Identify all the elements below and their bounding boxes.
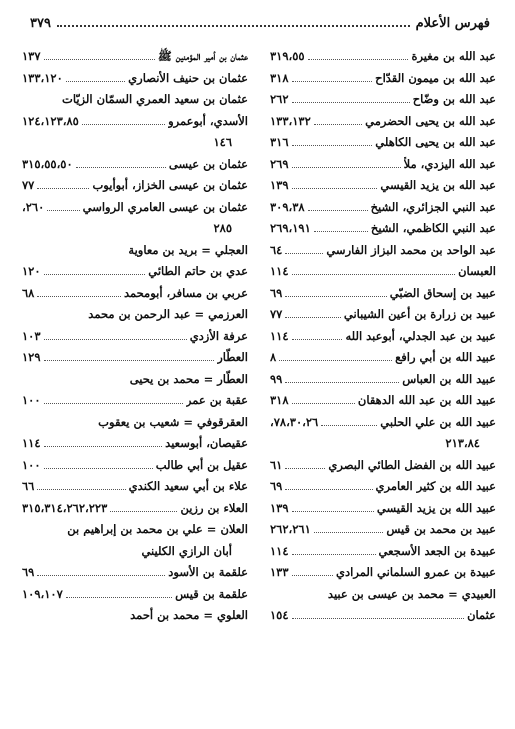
entry-name: عقبة بن عمر xyxy=(185,393,248,407)
index-entry xyxy=(22,498,248,520)
leader-dots xyxy=(44,267,146,275)
leader-dots xyxy=(292,504,374,512)
index-entry xyxy=(270,197,496,219)
entry-pages: ٩٩ xyxy=(270,371,283,386)
entry-name: عبيد الله بن العباس xyxy=(402,371,496,386)
index-entry xyxy=(270,175,496,197)
entry-name: عقيصان، أبوسعيد xyxy=(165,436,248,450)
entry-pages: ٢٦٠، xyxy=(22,199,45,214)
entry-name: عبد الله اليزدي، ملاً xyxy=(403,156,496,171)
leader-dots xyxy=(44,396,183,404)
entry-name: عبيد الله بن الفضل الطائي البصري xyxy=(328,457,496,472)
cross-reference-entry: العرزمي = عبد الرحمن بن محمد xyxy=(88,307,248,321)
index-entry xyxy=(22,111,248,133)
leader-dots xyxy=(285,310,341,318)
leader-dots xyxy=(314,224,368,232)
entry-name: العبسان xyxy=(458,264,496,278)
entry-pages: ١٣٣،١٣٢ xyxy=(270,113,311,128)
entry-pages: ١٣٣،١٢٠ xyxy=(22,70,63,85)
cross-reference-entry: العجلي = بريد بن معاوية xyxy=(128,242,248,257)
entry-pages: ١٣٣ xyxy=(270,565,289,579)
entry-name: عثمان بن عيسى xyxy=(168,156,248,171)
index-entry xyxy=(270,111,496,133)
entry-pages: ١١٤ xyxy=(270,264,289,278)
entry-pages: ٢٦٩،١٩١ xyxy=(270,221,311,235)
leader-dots xyxy=(292,332,343,340)
entry-name: عبيدة بن الجعد الأسجعي xyxy=(378,543,496,558)
entry-pages: ١٣٩ xyxy=(270,500,289,515)
entry-pages: ١١٤ xyxy=(22,436,41,450)
entry-name: عبيد بن عبد الجدلي، أبوعبد الله xyxy=(345,328,496,343)
entry-pages: ٢٦٩ xyxy=(270,156,289,171)
entry-pages: ٦٤ xyxy=(270,242,283,257)
entry-pages: ١٢٤،١٢٣،٨٥ xyxy=(22,113,79,128)
entry-name: عبد الله بن يحيى الحضرمي xyxy=(365,113,496,128)
entry-name: عبد الله بن وضّاح xyxy=(412,92,496,106)
index-entry xyxy=(270,541,496,563)
entry-pages: ٣١٥،٥٥،٥٠ xyxy=(22,156,73,171)
index-entry xyxy=(22,326,248,348)
cross-reference-entry: العطّار = محمد بن يحيى xyxy=(129,371,248,386)
entry-continuation: أبان الرازي الكليني xyxy=(141,543,232,558)
entry-pages: ١٥٤ xyxy=(270,608,289,622)
entry-name: عبد النبي الجزائري، الشيخ xyxy=(370,199,496,214)
entry-pages: ١٠٩،١٠٧ xyxy=(22,586,63,601)
entry-name: العلاء بن رزين xyxy=(180,500,248,515)
entry-name: عبيد الله بن يزيد القيسي xyxy=(376,500,496,515)
entry-pages: ١٣٩ xyxy=(270,178,289,192)
index-entry xyxy=(22,347,248,369)
index-entry xyxy=(270,347,496,369)
entry-pages: ٧٨،٣٠،٢٦، xyxy=(270,414,319,429)
index-entry xyxy=(270,476,496,498)
index-entry xyxy=(22,261,248,283)
index-entry xyxy=(270,519,496,541)
leader-dots xyxy=(292,181,378,189)
entry-continuation: ٢٨٥ xyxy=(213,221,232,235)
index-entry xyxy=(270,283,496,305)
leader-dots xyxy=(314,117,362,125)
leader-dots xyxy=(292,547,376,555)
leader-dots xyxy=(47,203,79,211)
leader-dots xyxy=(37,482,125,490)
index-entry xyxy=(22,175,248,197)
entry-pages: ٧٧ xyxy=(270,307,283,321)
entry-name: عبد الله بن يحيى الكاهلي xyxy=(375,135,496,149)
index-entry xyxy=(22,68,248,90)
leader-dots xyxy=(292,568,334,576)
index-entry xyxy=(270,326,496,348)
header-leader-dots xyxy=(57,14,410,27)
leader-dots xyxy=(279,353,392,361)
index-column-right xyxy=(270,46,496,627)
entry-pages: ٦١ xyxy=(270,457,283,472)
leader-dots xyxy=(292,396,355,404)
entry-continuation: ١٤٦ xyxy=(213,135,232,149)
leader-dots xyxy=(76,160,166,168)
entry-pages: ٣١٥،٣١٤،٢٦٢،٢٢٣ xyxy=(22,500,108,515)
entry-name: العطّار xyxy=(217,350,248,364)
entry-name: عربي بن مسافر، أبومحمد xyxy=(123,285,248,300)
leader-dots xyxy=(292,160,401,168)
entry-pages: ٦٦ xyxy=(22,479,35,493)
leader-dots xyxy=(285,246,323,254)
index-entry xyxy=(270,369,496,391)
entry-pages: ٣٠٩،٣٨ xyxy=(270,199,305,214)
leader-dots xyxy=(44,353,215,361)
entry-name: علقمة بن قيس xyxy=(175,586,248,601)
entry-pages: ٣١٨ xyxy=(270,393,289,407)
entry-name: عثمان بن حنيف الأنصاري xyxy=(128,70,248,85)
leader-dots xyxy=(285,289,386,297)
entry-pages: ٦٩ xyxy=(270,479,283,493)
entry-name: عثمان بن عيسى الخزاز، أبوأيوب xyxy=(92,178,248,192)
page-header xyxy=(30,14,490,38)
entry-name: عثمان xyxy=(467,608,496,622)
leader-dots xyxy=(292,611,465,619)
entry-pages: ١٢٠ xyxy=(22,264,41,278)
leader-dots xyxy=(308,203,368,211)
entry-pages: ١٢٩ xyxy=(22,350,41,364)
leader-dots xyxy=(66,74,125,82)
entry-pages: ١١٤ xyxy=(270,543,289,558)
index-column-left xyxy=(22,46,248,627)
entry-name: عبيد الله بن كثير العامري xyxy=(375,479,496,493)
index-entry xyxy=(22,390,248,412)
leader-dots xyxy=(82,117,165,125)
leader-dots xyxy=(44,52,155,60)
entry-name: عثمان بن أمير المؤمنين ﷺ xyxy=(157,49,248,63)
entry-pages: ١١٤ xyxy=(270,328,289,343)
entry-name: عدي بن حاتم الطائي xyxy=(148,264,248,278)
leader-dots xyxy=(285,461,325,469)
leader-dots xyxy=(44,332,187,340)
index-entry xyxy=(22,154,248,176)
entry-name: عبيد بن إسحاق الضبّي xyxy=(389,285,496,300)
page-title: فهرس الأعلام xyxy=(415,16,490,31)
index-entry xyxy=(270,498,496,520)
cross-reference-entry: العلوي = محمد بن أحمد xyxy=(130,608,248,622)
entry-pages: ٢٦٢،٢٦١ xyxy=(270,522,311,536)
leader-dots xyxy=(314,525,384,533)
entry-pages: ٧٧ xyxy=(22,178,35,192)
leader-dots xyxy=(110,504,177,512)
entry-name: عبد الله بن يزيد القيسي xyxy=(380,178,496,192)
entry-name: عبد الله بن ميمون القدّاح xyxy=(375,70,496,85)
entry-name: عقيل بن أبي طالب xyxy=(155,457,248,472)
entry-name: عبد الله بن مغيرة xyxy=(411,49,496,63)
leader-dots xyxy=(44,439,163,447)
index-entry xyxy=(270,154,496,176)
leader-dots xyxy=(321,418,377,426)
index-entry xyxy=(22,433,248,455)
entry-pages: ٨ xyxy=(270,350,277,364)
entry-name: عبيد الله بن عبد الله الدهقان xyxy=(357,393,496,407)
entry-name: علقمة بن الأسود xyxy=(168,565,248,579)
entry-pages: ٦٩ xyxy=(270,285,283,300)
entry-pages: ٣١٨ xyxy=(270,70,289,85)
index-entry xyxy=(270,605,496,627)
index-entry xyxy=(270,89,496,111)
entry-pages: ٢٦٢ xyxy=(270,92,289,106)
entry-pages: ٦٨ xyxy=(22,285,35,300)
entry-name: عبد الواحد بن محمد البزاز الفارسي xyxy=(326,242,496,257)
entry-name: عرفة الأزدي xyxy=(189,328,248,343)
index-entry xyxy=(22,283,248,305)
entry-pages: ٦٩ xyxy=(22,565,35,579)
leader-dots xyxy=(37,289,121,297)
leader-dots xyxy=(37,568,165,576)
cross-reference-entry: العبيدي = محمد بن عيسى بن عبيد xyxy=(327,586,496,601)
leader-dots xyxy=(292,74,373,82)
index-entry xyxy=(22,584,248,606)
index-entry xyxy=(270,390,496,412)
index-entry xyxy=(22,562,248,584)
entry-name: عبيد الله بن علي الحلبي xyxy=(380,414,496,429)
leader-dots xyxy=(292,138,373,146)
leader-dots xyxy=(285,375,399,383)
entry-name: عبيد الله بن أبي رافع xyxy=(395,350,496,364)
entry-pages: ١٠٠ xyxy=(22,393,41,407)
entry-continuation: ٢١٣،٨٤ xyxy=(445,436,480,450)
leader-dots xyxy=(44,461,153,469)
index-entry xyxy=(22,46,248,68)
index-entry xyxy=(270,46,496,68)
entry-name: الأسدي، أبوعمرو xyxy=(168,113,248,128)
cross-reference-entry: عثمان بن سعيد العمري السمّان الزيّات xyxy=(62,92,248,106)
entry-pages: ٣١٦ xyxy=(270,135,289,149)
entry-name: عبيد بن محمد بن قيس xyxy=(386,522,496,536)
index-entry xyxy=(270,261,496,283)
page-number: ٣٧٩ xyxy=(30,16,51,31)
leader-dots xyxy=(66,590,172,598)
index-entry xyxy=(22,455,248,477)
index-entry xyxy=(270,68,496,90)
leader-dots xyxy=(292,95,410,103)
entry-name: عبيد بن زرارة بن أعين الشيباني xyxy=(343,307,496,321)
entry-name: عبد النبي الكاظمي، الشيخ xyxy=(370,221,496,235)
index-entry xyxy=(270,240,496,262)
cross-reference-entry: العلان = علي بن محمد بن إبراهيم بن xyxy=(67,522,248,536)
index-entry xyxy=(270,455,496,477)
entry-name: عبيدة بن عمرو السلماني المرادي xyxy=(336,565,496,579)
index-entry xyxy=(270,132,496,154)
leader-dots xyxy=(37,181,89,189)
entry-name: عثمان بن عيسى العامري الرواسي xyxy=(82,199,248,214)
index-entry xyxy=(22,476,248,498)
entry-pages: ١٠٠ xyxy=(22,457,41,472)
index-entry xyxy=(22,197,248,219)
index-entry xyxy=(270,412,496,434)
entry-pages: ١٠٣ xyxy=(22,328,41,343)
index-entry xyxy=(270,562,496,584)
entry-pages: ٣١٩،٥٥ xyxy=(270,49,305,63)
leader-dots xyxy=(285,482,372,490)
entry-name: علاء بن أبي سعيد الكندي xyxy=(128,479,248,493)
leader-dots xyxy=(292,267,456,275)
index-entry xyxy=(270,304,496,326)
entry-pages: ١٣٧ xyxy=(22,49,41,63)
index-entry xyxy=(270,218,496,240)
leader-dots xyxy=(308,52,409,60)
cross-reference-entry: العقرقوفي = شعيب بن يعقوب xyxy=(98,414,248,429)
